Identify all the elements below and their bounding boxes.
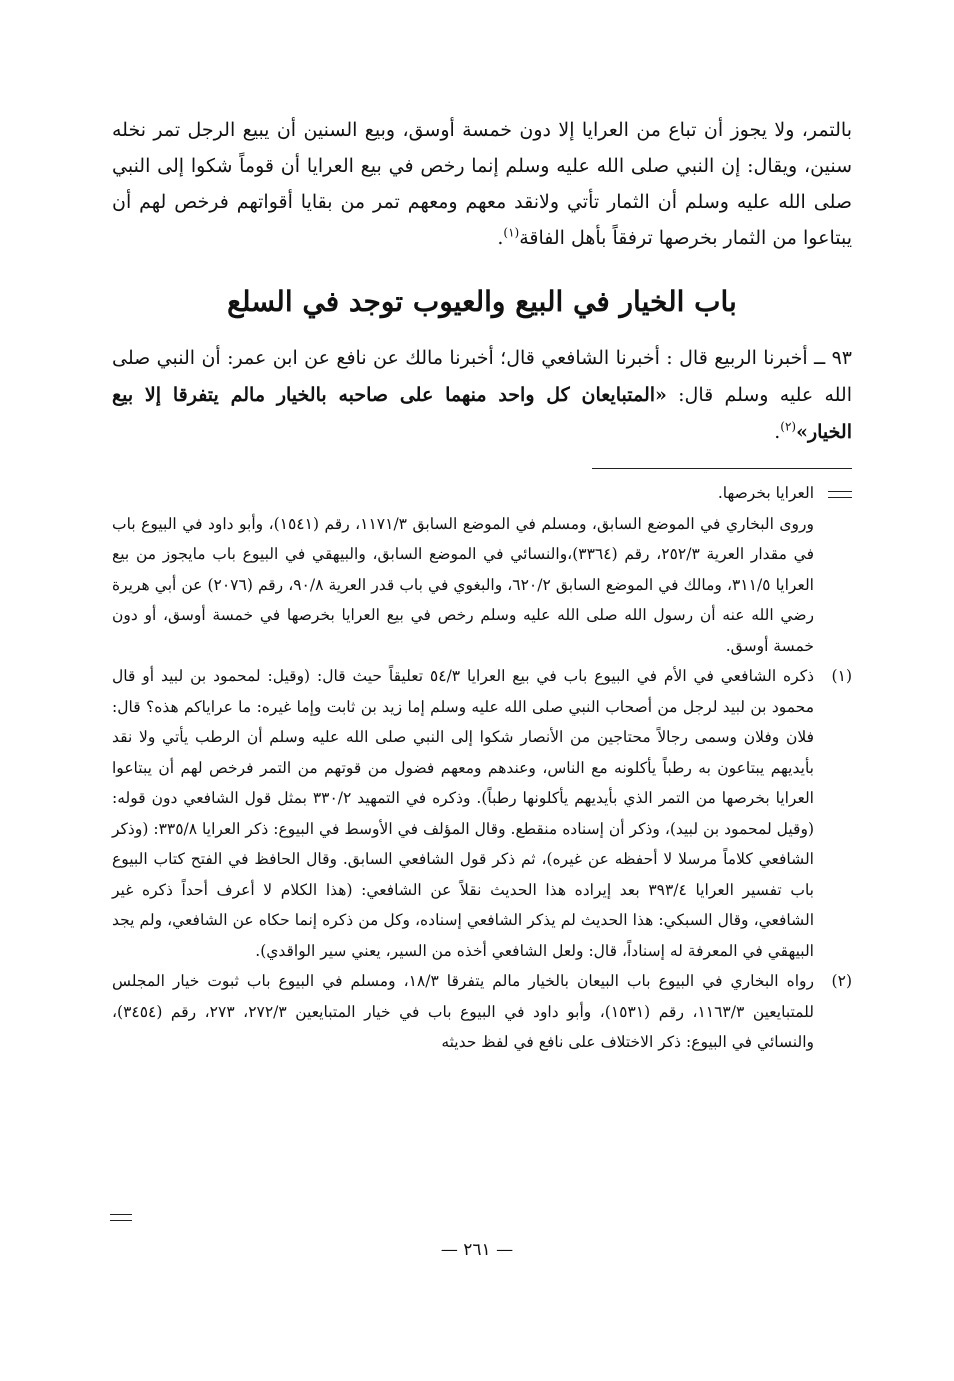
footnote-continuation-text: العرايا بخرصها. وروى البخاري في الموضع السابق، ومسلم في الموضع السابق ١١٧١/٣، رقم (١٥٤١)، وأبو داود في البيوع باب في مقدار العرية ٢٥٢/٣، رقم (٣٣٦٤)،والنسائي في الموضع السابق، والبيهقي في البيوع باب مايجوز من بيع العرايا ٣١١/٥، ومالك في الموضع السابق ٦٢٠/٢، والبغوي في باب قدر العرية ٩٠/٨، رقم (٢٠٧٦) عن أبي هريرة رضي الله عنه أن رسول الله صلى الله عليه وسلم رخص في بيع العرايا بخرصها في خمسة أوسق، أو دون خمسة أوسق. xyxy=(112,484,814,655)
footnote-marker: (٢) xyxy=(831,972,852,990)
footnote-continuation xyxy=(112,478,852,661)
footnote-text: ذكره الشافعي في الأم في البيوع باب في بيع العرايا ٥٤/٣ تعليقاً حيث قال: (وقيل: لمحمود بن لبيد أو قال محمود بن لبيد لرجل من أصحاب النبي صلى الله عليه وسلم إما زيد بن ثابت وإما غيره: ما عراياكم هذه؟ قال: فلان وفلان وسمى رجالاً محتاجين من الأنصار شكوا إلى النبي صلى الله عليه وسلم أن الرطب يأتي ولا نقد بأيديهم يبتاعون به رطباً يأكلونه مع الناس، وعندهم ومعهم فضول من قوتهم من التمر فرخص لهم أن يبتاعوا العرايا بخرصها من التمر الذي بأيديهم يأكلونها رطباً). وذكره في التمهيد ٣٣٠/٢ بمثل قول الشافعي دون قوله: (وقيل لمحمود بن لبيد)، وذكر أن إسناده منقطع. وقال المؤلف في الأوسط في البيوع: ذكر العرايا ٣٣٥/٨: (وذكر الشافعي كلاماً مرسلا لا أحفظه عن غيره)، ثم ذكر قول الشافعي السابق. وقال الحافظ في الفتح كتاب البيوع باب تفسير العرايا ٣٩٣/٤ بعد إيراده هذا الحديث نقلاً عن الشافعي: (هذا الكلام لا أعرف أحداً ذكره غير الشافعي، وقال السبكي: هذا الحديث لم يذكر الشافعي إسناده، وكل من ذكره إنما حكاه عن الشافعي، ولم يجد البيهقي في المعرفة له إسناداً، قال: ولعل الشافعي أخذه من السير، يعني سير الواقدي). xyxy=(112,667,815,960)
hadith-intro: ٩٣ ــ أخبرنا الربيع قال : أخبرنا الشافعي قال؛ أخبرنا مالك عن نافع عن ابن عمر: أن النبي صلى الله عليه وسلم قال: xyxy=(112,347,853,406)
paragraph-end: . xyxy=(497,227,504,249)
footnote-ref-2[interactable]: (٢) xyxy=(780,419,797,434)
footnote-separator xyxy=(592,468,852,469)
page-number: — ٢٦١ — xyxy=(440,1240,514,1260)
footnote-marker: (١) xyxy=(831,667,852,685)
footnote-ref-1[interactable]: (١) xyxy=(503,225,520,240)
footnote-2 xyxy=(112,966,852,1058)
continuation-mark xyxy=(828,491,852,498)
main-paragraph xyxy=(112,112,852,256)
hadith-end: . xyxy=(774,421,781,443)
hadith-quote: «المتبايعان كل واحد منهما على صاحبه بالخيار مالم يتفرقا إلا بيع الخيار» xyxy=(112,384,852,443)
hadith-93 xyxy=(112,340,852,451)
footnotes xyxy=(112,478,852,1058)
footnote-text: رواه البخاري في البيوع باب البيعان بالخيار مالم يتفرقا ١٨/٣، ومسلم في البيوع باب ثبوت خيار المجلس للمتبايعين ١١٦٣/٣، رقم (١٥٣١)، وأبو داود في البيوع باب في خيار المتبايعين ٢٧٢/٣، ٢٧٣، رقم (٣٤٥٤)، والنسائي في البيوع: ذكر الاختلاف على نافع في لفظ حديثه xyxy=(112,972,814,1051)
continued-mark xyxy=(110,1214,132,1221)
footnote-1 xyxy=(112,661,852,966)
paragraph-text: بالتمر، ولا يجوز أن تباع من العرايا إلا دون خمسة أوسق، وبيع السنين أن يبيع الرجل تمر نخله سنين، ويقال: إن النبي صلى الله عليه وسلم إنما رخص في بيع العرايا أن قوماً شكوا إلى النبي صلى الله عليه وسلم أن الثمار تأتي ولانقد معهم ومعهم تمر من بقايا أقواتهم فرخص لهم أن يبتاعوا من الثمار بخرصها ترفقاً بأهل الفاقة xyxy=(112,119,852,249)
chapter-heading: باب الخيار في البيع والعيوب توجد في السلع xyxy=(227,285,737,318)
